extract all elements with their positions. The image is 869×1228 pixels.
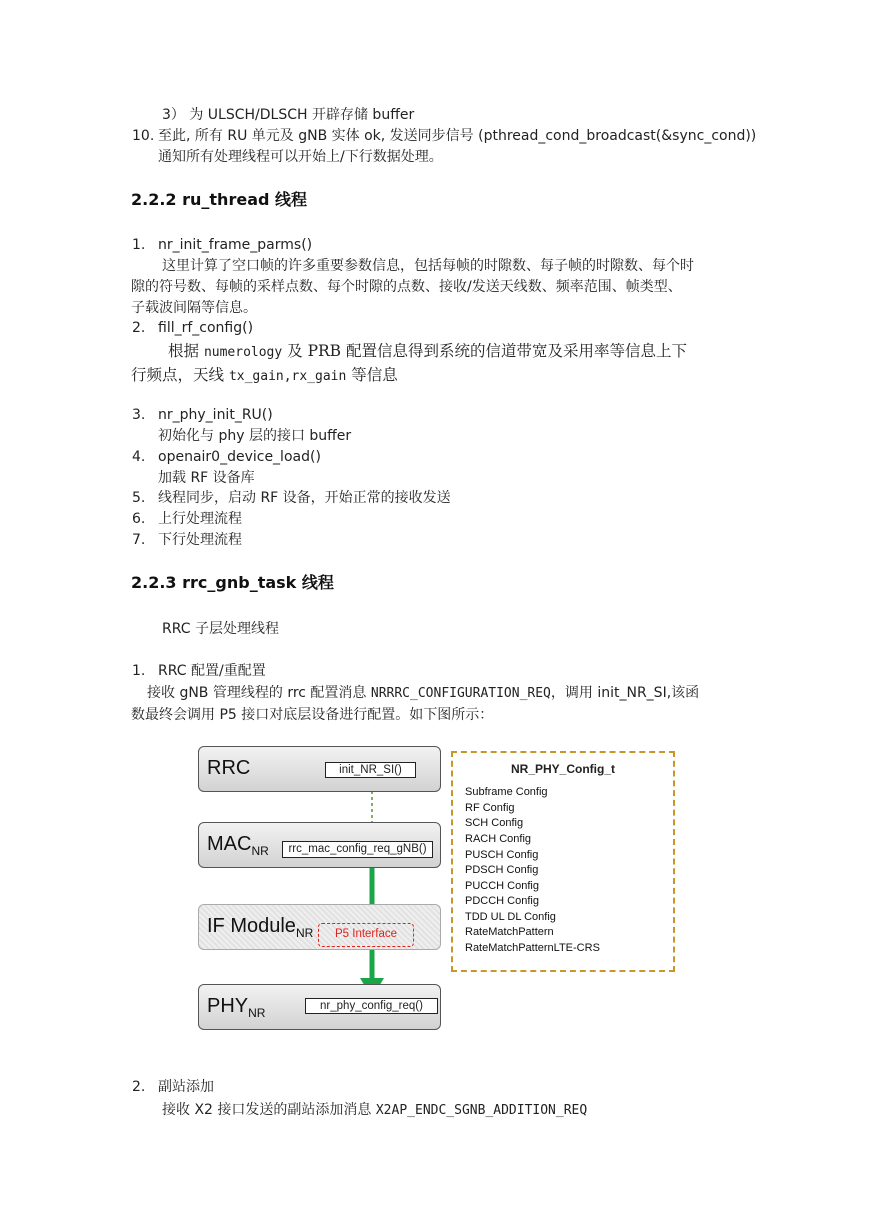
list-item-10-text: 至此, 所有 RU 单元及 gNB 实体 ok, 发送同步信号 (pthread_cond_broadcast(&sync_cond)) xyxy=(158,128,757,144)
list-item-fill-rf-config: fill_rf_config() xyxy=(158,320,254,336)
function-box-rrc-mac-config: rrc_mac_config_req_gNB() xyxy=(282,841,433,858)
list-item-downlink-flow: 下行处理流程 xyxy=(158,532,242,548)
layer-name-subscript: NR xyxy=(295,926,314,940)
function-box-nr-phy-config-req: nr_phy_config_req() xyxy=(305,998,438,1014)
paragraph-line: 子载波间隔等信息。 xyxy=(131,300,257,316)
code-span: NRRRC_CONFIGURATION_REQ xyxy=(370,686,551,701)
config-item: RF Config xyxy=(465,802,515,814)
config-box-title: NR_PHY_Config_t xyxy=(510,762,615,776)
nr-phy-config-t-box xyxy=(451,751,675,972)
paragraph-line: 隙的符号数、每帧的采样点数、每个时隙的点数、接收/发送天线数、频率范围、帧类型、 xyxy=(131,279,682,295)
code-span: X2AP_ENDC_SGNB_ADDITION_REQ xyxy=(375,1103,588,1118)
text-span: 接收 gNB 管理线程的 rrc 配置消息 xyxy=(147,685,371,701)
list-item-3-buffer: 3） 为 ULSCH/DLSCH 开辟存储 buffer xyxy=(162,107,415,123)
list-number: 7. xyxy=(132,532,146,548)
config-item: RACH Config xyxy=(465,833,532,845)
config-item: RateMatchPatternLTE-CRS xyxy=(465,942,600,954)
layer-name xyxy=(207,833,269,858)
layer-name-subscript: NR xyxy=(248,1006,266,1020)
paragraph-line: 初始化与 phy 层的接口 buffer xyxy=(158,428,352,444)
config-item: Subframe Config xyxy=(465,786,548,798)
layer-name-text: IF Module xyxy=(207,915,296,937)
list-item-rrc-config: RRC 配置/重配置 xyxy=(158,663,266,679)
list-number: 4. xyxy=(132,449,146,465)
paragraph-line: 加载 RF 设备库 xyxy=(158,470,255,486)
config-item: PDCCH Config xyxy=(465,895,539,907)
layer-name-text: MAC xyxy=(207,833,252,855)
text-span: 及 PRB 配置信息得到系统的信道带宽及采用率等信息上下 xyxy=(282,342,687,360)
layer-name xyxy=(207,915,313,940)
config-item: RateMatchPattern xyxy=(465,926,554,938)
text-span: 行频点，天线 xyxy=(131,366,229,384)
list-number: 1. xyxy=(132,237,146,253)
list-item-secondary-node-addition: 副站添加 xyxy=(158,1079,214,1095)
list-number: 6. xyxy=(132,511,146,527)
layer-name: RRC xyxy=(207,757,251,779)
text-span: 根据 xyxy=(168,342,204,360)
list-number-10: 10. xyxy=(132,128,155,144)
layer-name-text: PHY xyxy=(207,995,249,1017)
section-intro: RRC 子层处理线程 xyxy=(162,621,279,637)
code-span: tx_gain,rx_gain xyxy=(228,369,347,384)
list-item-openair0-device-load: openair0_device_load() xyxy=(158,449,321,465)
list-item-uplink-flow: 上行处理流程 xyxy=(158,511,242,527)
config-item: TDD UL DL Config xyxy=(465,911,556,923)
list-item-thread-sync: 线程同步，启动 RF 设备，开始正常的接收发送 xyxy=(158,490,451,506)
list-item-10-continuation: 通知所有处理线程可以开始上/下行数据处理。 xyxy=(158,149,443,165)
paragraph-line: 数最终会调用 P5 接口对底层设备进行配置。如下图所示： xyxy=(131,707,494,723)
text-span: ，调用 init_NR_SI,该函 xyxy=(550,685,700,701)
list-number: 1. xyxy=(132,663,146,679)
section-heading-rrc-gnb-task: 2.2.3 rrc_gnb_task 线程 xyxy=(131,573,334,592)
config-item: PUCCH Config xyxy=(465,880,539,892)
list-item-nr-phy-init-ru: nr_phy_init_RU() xyxy=(158,407,273,423)
config-item: SCH Config xyxy=(465,817,524,829)
section-heading-ru-thread: 2.2.2 ru_thread 线程 xyxy=(131,190,308,209)
config-item: PUSCH Config xyxy=(465,849,539,861)
list-item-nr-init-frame-parms: nr_init_frame_parms() xyxy=(158,237,313,253)
text-span: 接收 X2 接口发送的副站添加消息 xyxy=(162,1102,376,1118)
list-number: 2. xyxy=(132,320,146,336)
config-item: PDSCH Config xyxy=(465,864,539,876)
paragraph-line xyxy=(162,1101,587,1120)
p5-interface-box: P5 Interface xyxy=(318,923,414,947)
function-box-init-nr-si: init_NR_SI() xyxy=(325,762,416,778)
list-number: 3. xyxy=(132,407,146,423)
list-number: 5. xyxy=(132,490,146,506)
list-number: 2. xyxy=(132,1079,146,1095)
layer-name-subscript: NR xyxy=(251,844,269,858)
paragraph-line: 这里计算了空口帧的许多重要参数信息，包括每帧的时隙数、每子帧的时隙数、每个时 xyxy=(162,258,694,274)
code-span: numerology xyxy=(203,345,283,360)
layer-name xyxy=(207,995,265,1020)
text-span: 等信息 xyxy=(346,366,398,384)
